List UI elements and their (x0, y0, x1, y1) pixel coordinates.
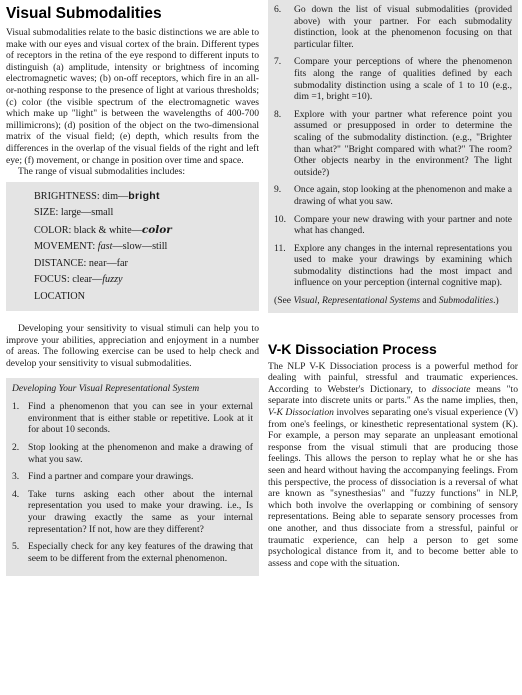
exercise-box (6, 378, 259, 577)
section-title-visual-submodalities: Visual Submodalities (6, 5, 162, 22)
step-number: 4. (12, 488, 20, 500)
exercise-box-continued (268, 0, 518, 313)
step-number: 5. (12, 541, 20, 553)
exercise-step (12, 401, 253, 436)
step-number: 1. (12, 401, 20, 413)
step-number: 2. (12, 441, 20, 453)
section-title-vk-dissociation: V-K Dissociation Process (268, 340, 437, 357)
exercise-step (12, 489, 253, 535)
exercise-step (274, 184, 512, 207)
step-text: Especially check for any key features of the drawing that seem to be different from the external phenomenon. (28, 541, 253, 564)
step-text: Explore with your partner what reference point you assumed or presupposed in order to determine the scaling of the submodality distinction. (e.g., "Brighter than what?" "Bright compared with what?" The room? Other objects nearby in the environment? The light outside?) (294, 108, 512, 178)
exercise-step (12, 541, 253, 564)
step-number: 11. (274, 242, 286, 254)
step-number: 6. (274, 4, 282, 15)
exercise-step (274, 109, 512, 179)
step-text: Take turns asking each other about the internal representation you used to make your drawing. i.e., Is your drawing exactly the same as your internal representation? If not, how are they different? (28, 488, 253, 535)
range-brightness: BRIGHTNESS: dim—bright (34, 189, 160, 202)
vk-section (268, 341, 518, 570)
left-column (6, 0, 259, 576)
intro-paragraph: Visual submodalities relate to the basic distinctions we are able to make with our eyes and visual cortex of the brain. Different types of receptors in the retina of the eye respond to different inputs to distinguish (a) amplitude, intensity or brightness of incoming electromagnetic waves; (b) on-off receptors, which fire in an all-or-nothing response to the presence of light at various thresholds; (c) color (the visible spectrum of the electromagnetic waves which make up "light" is between the wavelengths of 400-700 millimicrons); (d) position of the object on the two-dimensional matrix of the visual field; (e) depth, which results from the differences in the overlap of the visual fields of the right and left eye; (f) movement, or change in position over time and space. (6, 27, 259, 166)
step-text: Stop looking at the phenomenon and make a drawing of what you saw. (28, 441, 253, 465)
see-also-note: (See Visual, Representational Systems and Submodalities.) (274, 295, 499, 307)
step-text: Compare your new drawing with your partner and note what has changed. (294, 213, 512, 237)
step-text: Explore any changes in the internal representations you used to make your drawings by examining which submodality distinctions had the most impact and influence on your perception (internal cognitive map). (294, 242, 512, 289)
range-color: COLOR: black & white—color (34, 223, 172, 236)
range-distance: DISTANCE: near—far (34, 257, 128, 269)
exercise-step (274, 4, 512, 50)
exercise-steps-list-continued (274, 4, 512, 289)
submodality-range-box (6, 182, 259, 312)
step-number: 10. (274, 213, 286, 225)
range-size: SIZE: large—small (34, 207, 114, 219)
exercise-step (12, 471, 253, 483)
step-number: 3. (12, 471, 20, 483)
exercise-step (12, 442, 253, 465)
step-number: 7. (274, 56, 282, 68)
step-text: Compare your perceptions of where the phenomenon fits along the range of qualities defined by each submodality distinction using a scale of 1 to 10 (e.g., dim =1, bright =10). (294, 56, 512, 103)
range-focus: FOCUS: clear—fuzzy (34, 274, 123, 286)
exercise-step (274, 214, 512, 237)
developing-paragraph: Developing your sensitivity to visual stimuli can help you to improve your abilities, appreciation and enjoyment in a number of areas. The following exercise can be used to help check and develop your sensitivity to visual submodalities. (6, 323, 259, 369)
exercise-steps-list (12, 401, 253, 564)
exercise-title: Developing Your Visual Representational System (12, 382, 200, 394)
exercise-step (274, 243, 512, 289)
step-text: Go down the list of visual submodalities (provided above) with your partner. For each submodality distinction, look at the phenomenon focusing on that particular filter. (294, 4, 512, 50)
exercise-step (274, 56, 512, 102)
range-intro: The range of visual submodalities includes: (18, 166, 186, 178)
vk-paragraph: The NLP V-K Dissociation process is a powerful method for dealing with painful, stressful and traumatic experiences. According to Webster's Dictionary, to dissociate means "to separate into discrete units or parts." As the name implies, then, V-K Dissociation involves separating one's visual experience (V) from one's feelings, or kinesthetic representational system (K). For example, a person may separate an unpleasant emotional response from the visual stimuli that are producing those feelings. This allows the person to replay what he or she has seen and heard without having the accompanying feelings. From this perspective, the process of dissociation is a reversal of what are known as "synesthesias" and "fuzzy functions" in NLP, which both involve the overlapping or combining of sensory representations. Being able to separate sensory processes from one another, and thus dissociate from a stressful, painful or traumatic experience, can help a person to get some psychological distance from it, and to become better able to assess and cope with the situation. (268, 360, 518, 569)
step-text: Once again, stop looking at the phenomenon and make a drawing of what you saw. (294, 184, 512, 207)
step-number: 9. (274, 184, 282, 196)
step-text: Find a phenomenon that you can see in your external environment that is either stable or repetitive. Look at it for about 10 seconds. (28, 401, 253, 436)
step-number: 8. (274, 108, 282, 120)
right-column (268, 0, 518, 569)
range-movement: MOVEMENT: fast—slow—still (34, 241, 168, 253)
step-text: Find a partner and compare your drawings. (28, 471, 194, 483)
range-location: LOCATION (34, 290, 85, 302)
